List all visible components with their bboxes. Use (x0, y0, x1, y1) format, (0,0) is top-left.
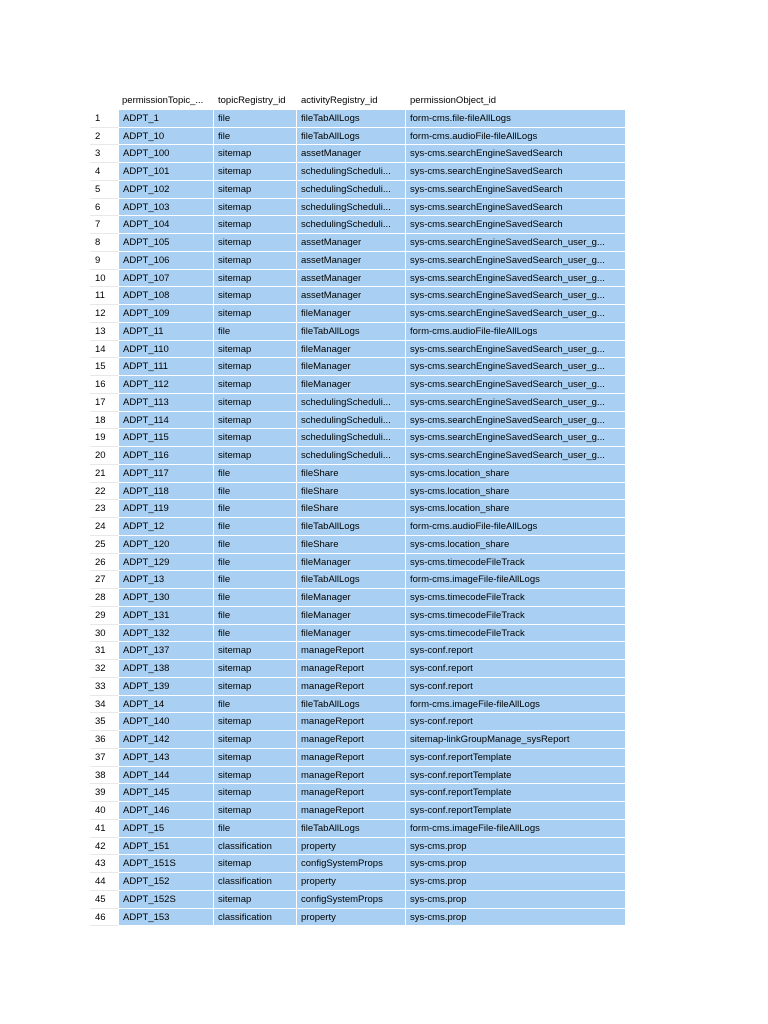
cell-topic-registry-id[interactable]: sitemap (214, 252, 297, 270)
cell-topic-registry-id[interactable]: file (214, 483, 297, 501)
cell-permission-object-id[interactable]: sys-cms.timecodeFileTrack (406, 607, 626, 625)
row-number[interactable]: 27 (90, 571, 118, 589)
row-number[interactable]: 43 (90, 855, 118, 873)
table-row[interactable] (90, 518, 626, 536)
cell-permission-topic[interactable]: ADPT_145 (118, 784, 214, 802)
cell-topic-registry-id[interactable]: sitemap (214, 855, 297, 873)
row-number[interactable]: 44 (90, 873, 118, 891)
cell-permission-object-id[interactable]: sys-conf.reportTemplate (406, 767, 626, 785)
cell-topic-registry-id[interactable]: file (214, 128, 297, 146)
cell-permission-object-id[interactable]: sys-cms.searchEngineSavedSearch_user_g... (406, 394, 626, 412)
cell-permission-object-id[interactable]: sys-cms.searchEngineSavedSearch (406, 163, 626, 181)
cell-permission-topic[interactable]: ADPT_101 (118, 163, 214, 181)
table-row[interactable] (90, 394, 626, 412)
cell-topic-registry-id[interactable]: file (214, 571, 297, 589)
cell-permission-object-id[interactable]: sys-cms.searchEngineSavedSearch_user_g... (406, 234, 626, 252)
cell-activity-registry-id[interactable]: fileShare (297, 465, 406, 483)
table-row[interactable] (90, 571, 626, 589)
table-row[interactable] (90, 802, 626, 820)
cell-activity-registry-id[interactable]: schedulingScheduli... (297, 429, 406, 447)
cell-topic-registry-id[interactable]: sitemap (214, 287, 297, 305)
cell-permission-topic[interactable]: ADPT_12 (118, 518, 214, 536)
cell-permission-object-id[interactable]: sys-cms.timecodeFileTrack (406, 554, 626, 572)
results-grid (90, 92, 626, 926)
row-number[interactable]: 31 (90, 642, 118, 660)
row-number[interactable]: 29 (90, 607, 118, 625)
cell-topic-registry-id[interactable]: classification (214, 873, 297, 891)
cell-permission-topic[interactable]: ADPT_137 (118, 642, 214, 660)
cell-topic-registry-id[interactable]: sitemap (214, 447, 297, 465)
table-row[interactable] (90, 554, 626, 572)
cell-permission-object-id[interactable]: sys-cms.timecodeFileTrack (406, 589, 626, 607)
table-row[interactable] (90, 607, 626, 625)
cell-permission-object-id[interactable]: sys-cms.location_share (406, 536, 626, 554)
cell-permission-topic[interactable]: ADPT_109 (118, 305, 214, 323)
cell-permission-object-id[interactable]: sys-conf.reportTemplate (406, 749, 626, 767)
cell-activity-registry-id[interactable]: schedulingScheduli... (297, 163, 406, 181)
row-number[interactable]: 24 (90, 518, 118, 536)
cell-activity-registry-id[interactable]: property (297, 909, 406, 927)
table-row[interactable] (90, 500, 626, 518)
cell-topic-registry-id[interactable]: file (214, 323, 297, 341)
row-number[interactable]: 20 (90, 447, 118, 465)
cell-permission-topic[interactable]: ADPT_112 (118, 376, 214, 394)
cell-permission-topic[interactable]: ADPT_110 (118, 341, 214, 359)
cell-activity-registry-id[interactable]: fileTabAllLogs (297, 696, 406, 714)
cell-activity-registry-id[interactable]: fileTabAllLogs (297, 128, 406, 146)
cell-permission-object-id[interactable]: sys-cms.searchEngineSavedSearch (406, 145, 626, 163)
cell-topic-registry-id[interactable]: sitemap (214, 305, 297, 323)
grid-body (90, 110, 626, 927)
table-row[interactable] (90, 855, 626, 873)
cell-activity-registry-id[interactable]: fileTabAllLogs (297, 571, 406, 589)
cell-permission-topic[interactable]: ADPT_152 (118, 873, 214, 891)
cell-permission-topic[interactable]: ADPT_132 (118, 625, 214, 643)
cell-permission-topic[interactable]: ADPT_102 (118, 181, 214, 199)
cell-topic-registry-id[interactable]: file (214, 518, 297, 536)
row-number[interactable]: 17 (90, 394, 118, 412)
cell-permission-object-id[interactable]: sys-cms.timecodeFileTrack (406, 625, 626, 643)
cell-permission-topic[interactable]: ADPT_113 (118, 394, 214, 412)
table-row[interactable] (90, 447, 626, 465)
row-number[interactable]: 2 (90, 128, 118, 146)
cell-topic-registry-id[interactable]: sitemap (214, 678, 297, 696)
row-number[interactable]: 3 (90, 145, 118, 163)
cell-topic-registry-id[interactable]: file (214, 465, 297, 483)
cell-activity-registry-id[interactable]: schedulingScheduli... (297, 412, 406, 430)
cell-permission-topic[interactable]: ADPT_120 (118, 536, 214, 554)
table-row[interactable] (90, 625, 626, 643)
cell-permission-object-id[interactable]: form-cms.audioFile-fileAllLogs (406, 128, 626, 146)
cell-permission-object-id[interactable]: sys-cms.searchEngineSavedSearch_user_g... (406, 287, 626, 305)
cell-activity-registry-id[interactable]: fileTabAllLogs (297, 323, 406, 341)
cell-topic-registry-id[interactable]: file (214, 500, 297, 518)
cell-topic-registry-id[interactable]: classification (214, 838, 297, 856)
cell-permission-object-id[interactable]: sys-cms.searchEngineSavedSearch_user_g... (406, 376, 626, 394)
cell-permission-object-id[interactable]: sys-cms.prop (406, 838, 626, 856)
cell-permission-topic[interactable]: ADPT_10 (118, 128, 214, 146)
table-row[interactable] (90, 412, 626, 430)
cell-topic-registry-id[interactable]: file (214, 607, 297, 625)
cell-activity-registry-id[interactable]: schedulingScheduli... (297, 216, 406, 234)
row-number[interactable]: 25 (90, 536, 118, 554)
cell-activity-registry-id[interactable]: fileManager (297, 358, 406, 376)
cell-permission-object-id[interactable]: sys-cms.prop (406, 855, 626, 873)
row-number[interactable]: 7 (90, 216, 118, 234)
table-row[interactable] (90, 483, 626, 501)
cell-permission-topic[interactable]: ADPT_104 (118, 216, 214, 234)
table-row[interactable] (90, 234, 626, 252)
table-row[interactable] (90, 909, 626, 927)
cell-activity-registry-id[interactable]: manageReport (297, 802, 406, 820)
table-row[interactable] (90, 323, 626, 341)
cell-activity-registry-id[interactable]: assetManager (297, 145, 406, 163)
cell-activity-registry-id[interactable]: manageReport (297, 660, 406, 678)
cell-topic-registry-id[interactable]: sitemap (214, 376, 297, 394)
cell-permission-object-id[interactable]: sys-cms.searchEngineSavedSearch_user_g... (406, 341, 626, 359)
cell-topic-registry-id[interactable]: sitemap (214, 358, 297, 376)
table-row[interactable] (90, 181, 626, 199)
row-number[interactable]: 46 (90, 909, 118, 927)
table-row[interactable] (90, 128, 626, 146)
row-number[interactable]: 16 (90, 376, 118, 394)
table-row[interactable] (90, 820, 626, 838)
cell-permission-object-id[interactable]: form-cms.imageFile-fileAllLogs (406, 696, 626, 714)
cell-permission-topic[interactable]: ADPT_14 (118, 696, 214, 714)
cell-permission-topic[interactable]: ADPT_107 (118, 270, 214, 288)
row-number[interactable]: 4 (90, 163, 118, 181)
cell-permission-topic[interactable]: ADPT_100 (118, 145, 214, 163)
cell-topic-registry-id[interactable]: file (214, 536, 297, 554)
cell-permission-object-id[interactable]: sys-cms.prop (406, 891, 626, 909)
table-row[interactable] (90, 287, 626, 305)
cell-permission-topic[interactable]: ADPT_130 (118, 589, 214, 607)
cell-permission-topic[interactable]: ADPT_114 (118, 412, 214, 430)
row-number[interactable]: 35 (90, 713, 118, 731)
cell-permission-topic[interactable]: ADPT_140 (118, 713, 214, 731)
cell-activity-registry-id[interactable]: manageReport (297, 678, 406, 696)
table-row[interactable] (90, 784, 626, 802)
table-row[interactable] (90, 749, 626, 767)
table-row[interactable] (90, 713, 626, 731)
cell-permission-topic[interactable]: ADPT_153 (118, 909, 214, 927)
cell-topic-registry-id[interactable]: sitemap (214, 767, 297, 785)
row-number[interactable]: 1 (90, 110, 118, 128)
cell-permission-object-id[interactable]: sys-conf.reportTemplate (406, 784, 626, 802)
cell-activity-registry-id[interactable]: fileManager (297, 607, 406, 625)
cell-permission-object-id[interactable]: sys-conf.report (406, 660, 626, 678)
row-number[interactable]: 33 (90, 678, 118, 696)
cell-activity-registry-id[interactable]: fileTabAllLogs (297, 518, 406, 536)
cell-topic-registry-id[interactable]: file (214, 110, 297, 128)
cell-permission-object-id[interactable]: form-cms.audioFile-fileAllLogs (406, 323, 626, 341)
cell-permission-object-id[interactable]: sys-cms.location_share (406, 465, 626, 483)
column-header-activity-registry-id[interactable]: activityRegistry_id (301, 95, 378, 106)
cell-activity-registry-id[interactable]: fileShare (297, 483, 406, 501)
row-number[interactable]: 18 (90, 412, 118, 430)
row-number[interactable]: 11 (90, 287, 118, 305)
table-row[interactable] (90, 838, 626, 856)
cell-permission-topic[interactable]: ADPT_151S (118, 855, 214, 873)
cell-activity-registry-id[interactable]: assetManager (297, 234, 406, 252)
row-number[interactable]: 21 (90, 465, 118, 483)
cell-activity-registry-id[interactable]: manageReport (297, 749, 406, 767)
cell-permission-topic[interactable]: ADPT_103 (118, 199, 214, 217)
cell-permission-topic[interactable]: ADPT_11 (118, 323, 214, 341)
cell-permission-object-id[interactable]: sys-conf.reportTemplate (406, 802, 626, 820)
table-row[interactable] (90, 678, 626, 696)
cell-topic-registry-id[interactable]: sitemap (214, 199, 297, 217)
cell-permission-object-id[interactable]: sys-cms.searchEngineSavedSearch (406, 216, 626, 234)
cell-activity-registry-id[interactable]: fileShare (297, 500, 406, 518)
cell-permission-topic[interactable]: ADPT_105 (118, 234, 214, 252)
cell-activity-registry-id[interactable]: schedulingScheduli... (297, 181, 406, 199)
cell-permission-object-id[interactable]: sys-cms.location_share (406, 483, 626, 501)
cell-permission-topic[interactable]: ADPT_108 (118, 287, 214, 305)
table-row[interactable] (90, 145, 626, 163)
cell-permission-topic[interactable]: ADPT_13 (118, 571, 214, 589)
column-header-permission-topic[interactable]: permissionTopic_... (122, 95, 204, 106)
cell-activity-registry-id[interactable]: fileManager (297, 554, 406, 572)
cell-activity-registry-id[interactable]: fileManager (297, 625, 406, 643)
row-number[interactable]: 12 (90, 305, 118, 323)
cell-permission-topic[interactable]: ADPT_1 (118, 110, 214, 128)
cell-topic-registry-id[interactable]: file (214, 589, 297, 607)
row-number[interactable]: 6 (90, 199, 118, 217)
row-number[interactable]: 10 (90, 270, 118, 288)
cell-topic-registry-id[interactable]: file (214, 820, 297, 838)
cell-topic-registry-id[interactable]: sitemap (214, 713, 297, 731)
cell-topic-registry-id[interactable]: sitemap (214, 163, 297, 181)
table-row[interactable] (90, 660, 626, 678)
table-row[interactable] (90, 110, 626, 128)
cell-permission-topic[interactable]: ADPT_151 (118, 838, 214, 856)
table-row[interactable] (90, 163, 626, 181)
cell-topic-registry-id[interactable]: file (214, 696, 297, 714)
cell-permission-object-id[interactable]: sys-conf.report (406, 642, 626, 660)
cell-topic-registry-id[interactable]: sitemap (214, 891, 297, 909)
cell-topic-registry-id[interactable]: sitemap (214, 749, 297, 767)
table-row[interactable] (90, 536, 626, 554)
cell-activity-registry-id[interactable]: configSystemProps (297, 891, 406, 909)
cell-activity-registry-id[interactable]: assetManager (297, 252, 406, 270)
column-header-topic-registry-id[interactable]: topicRegistry_id (218, 95, 286, 106)
cell-permission-topic[interactable]: ADPT_138 (118, 660, 214, 678)
cell-activity-registry-id[interactable]: fileShare (297, 536, 406, 554)
row-number[interactable]: 26 (90, 554, 118, 572)
cell-topic-registry-id[interactable]: file (214, 554, 297, 572)
cell-activity-registry-id[interactable]: assetManager (297, 287, 406, 305)
cell-permission-topic[interactable]: ADPT_111 (118, 358, 214, 376)
cell-permission-topic[interactable]: ADPT_116 (118, 447, 214, 465)
cell-activity-registry-id[interactable]: schedulingScheduli... (297, 394, 406, 412)
cell-permission-object-id[interactable]: sys-cms.searchEngineSavedSearch_user_g... (406, 429, 626, 447)
cell-permission-object-id[interactable]: sys-conf.report (406, 713, 626, 731)
cell-permission-topic[interactable]: ADPT_15 (118, 820, 214, 838)
cell-permission-topic[interactable]: ADPT_118 (118, 483, 214, 501)
row-number[interactable]: 37 (90, 749, 118, 767)
cell-permission-object-id[interactable]: sys-cms.location_share (406, 500, 626, 518)
cell-permission-object-id[interactable]: sys-cms.searchEngineSavedSearch (406, 181, 626, 199)
row-number[interactable]: 34 (90, 696, 118, 714)
cell-permission-object-id[interactable]: sys-cms.searchEngineSavedSearch_user_g... (406, 412, 626, 430)
cell-permission-topic[interactable]: ADPT_129 (118, 554, 214, 572)
cell-activity-registry-id[interactable]: manageReport (297, 767, 406, 785)
cell-topic-registry-id[interactable]: sitemap (214, 216, 297, 234)
row-number[interactable]: 5 (90, 181, 118, 199)
cell-permission-object-id[interactable]: sys-cms.searchEngineSavedSearch_user_g... (406, 270, 626, 288)
cell-permission-object-id[interactable]: sys-cms.searchEngineSavedSearch_user_g... (406, 358, 626, 376)
cell-permission-topic[interactable]: ADPT_142 (118, 731, 214, 749)
row-number[interactable]: 30 (90, 625, 118, 643)
row-number[interactable]: 42 (90, 838, 118, 856)
table-row[interactable] (90, 731, 626, 749)
cell-permission-object-id[interactable]: form-cms.imageFile-fileAllLogs (406, 820, 626, 838)
cell-topic-registry-id[interactable]: sitemap (214, 145, 297, 163)
cell-activity-registry-id[interactable]: fileTabAllLogs (297, 110, 406, 128)
cell-permission-object-id[interactable]: sys-cms.prop (406, 909, 626, 927)
cell-permission-object-id[interactable]: sys-conf.report (406, 678, 626, 696)
row-number[interactable]: 41 (90, 820, 118, 838)
cell-activity-registry-id[interactable]: fileManager (297, 589, 406, 607)
table-row[interactable] (90, 465, 626, 483)
table-row[interactable] (90, 358, 626, 376)
table-row[interactable] (90, 376, 626, 394)
cell-permission-object-id[interactable]: sys-cms.searchEngineSavedSearch_user_g... (406, 305, 626, 323)
row-number[interactable]: 32 (90, 660, 118, 678)
cell-permission-topic[interactable]: ADPT_139 (118, 678, 214, 696)
cell-permission-object-id[interactable]: sys-cms.prop (406, 873, 626, 891)
row-number[interactable]: 19 (90, 429, 118, 447)
row-number[interactable]: 45 (90, 891, 118, 909)
cell-topic-registry-id[interactable]: sitemap (214, 784, 297, 802)
cell-activity-registry-id[interactable]: fileManager (297, 341, 406, 359)
cell-topic-registry-id[interactable]: sitemap (214, 394, 297, 412)
cell-activity-registry-id[interactable]: property (297, 873, 406, 891)
table-row[interactable] (90, 767, 626, 785)
cell-topic-registry-id[interactable]: sitemap (214, 429, 297, 447)
cell-permission-topic[interactable]: ADPT_144 (118, 767, 214, 785)
table-row[interactable] (90, 199, 626, 217)
cell-activity-registry-id[interactable]: fileTabAllLogs (297, 820, 406, 838)
table-row[interactable] (90, 252, 626, 270)
table-row[interactable] (90, 429, 626, 447)
cell-permission-topic[interactable]: ADPT_117 (118, 465, 214, 483)
cell-permission-object-id[interactable]: form-cms.file-fileAllLogs (406, 110, 626, 128)
column-header-permission-object-id[interactable]: permissionObject_id (410, 95, 497, 106)
cell-activity-registry-id[interactable]: schedulingScheduli... (297, 199, 406, 217)
table-row[interactable] (90, 696, 626, 714)
cell-topic-registry-id[interactable]: file (214, 625, 297, 643)
cell-topic-registry-id[interactable]: sitemap (214, 802, 297, 820)
cell-activity-registry-id[interactable]: manageReport (297, 731, 406, 749)
cell-topic-registry-id[interactable]: sitemap (214, 234, 297, 252)
row-number[interactable]: 22 (90, 483, 118, 501)
table-row[interactable] (90, 216, 626, 234)
row-number[interactable]: 38 (90, 767, 118, 785)
cell-topic-registry-id[interactable]: classification (214, 909, 297, 927)
cell-activity-registry-id[interactable]: configSystemProps (297, 855, 406, 873)
cell-permission-topic[interactable]: ADPT_146 (118, 802, 214, 820)
row-number[interactable]: 13 (90, 323, 118, 341)
row-number[interactable]: 9 (90, 252, 118, 270)
cell-activity-registry-id[interactable]: manageReport (297, 642, 406, 660)
row-number[interactable]: 39 (90, 784, 118, 802)
cell-permission-topic[interactable]: ADPT_115 (118, 429, 214, 447)
cell-activity-registry-id[interactable]: fileManager (297, 376, 406, 394)
table-row[interactable] (90, 873, 626, 891)
cell-activity-registry-id[interactable]: fileManager (297, 305, 406, 323)
cell-permission-object-id[interactable]: sitemap-linkGroupManage_sysReport (406, 731, 626, 749)
cell-permission-topic[interactable]: ADPT_106 (118, 252, 214, 270)
table-row[interactable] (90, 341, 626, 359)
cell-topic-registry-id[interactable]: sitemap (214, 412, 297, 430)
cell-topic-registry-id[interactable]: sitemap (214, 341, 297, 359)
row-number[interactable]: 28 (90, 589, 118, 607)
row-number[interactable]: 23 (90, 500, 118, 518)
table-row[interactable] (90, 589, 626, 607)
cell-permission-topic[interactable]: ADPT_143 (118, 749, 214, 767)
cell-topic-registry-id[interactable]: sitemap (214, 181, 297, 199)
cell-activity-registry-id[interactable]: manageReport (297, 784, 406, 802)
row-number[interactable]: 40 (90, 802, 118, 820)
cell-topic-registry-id[interactable]: sitemap (214, 642, 297, 660)
cell-permission-topic[interactable]: ADPT_152S (118, 891, 214, 909)
table-row[interactable] (90, 891, 626, 909)
table-row[interactable] (90, 642, 626, 660)
cell-topic-registry-id[interactable]: sitemap (214, 731, 297, 749)
cell-topic-registry-id[interactable]: sitemap (214, 660, 297, 678)
row-number-header[interactable] (90, 92, 118, 110)
grid-header-row (90, 92, 626, 110)
cell-permission-object-id[interactable]: sys-cms.searchEngineSavedSearch (406, 199, 626, 217)
cell-permission-object-id[interactable]: sys-cms.searchEngineSavedSearch_user_g... (406, 252, 626, 270)
cell-topic-registry-id[interactable]: sitemap (214, 270, 297, 288)
cell-activity-registry-id[interactable]: property (297, 838, 406, 856)
table-row[interactable] (90, 305, 626, 323)
row-number[interactable]: 8 (90, 234, 118, 252)
cell-permission-object-id[interactable]: form-cms.audioFile-fileAllLogs (406, 518, 626, 536)
row-number[interactable]: 15 (90, 358, 118, 376)
cell-permission-object-id[interactable]: sys-cms.searchEngineSavedSearch_user_g... (406, 447, 626, 465)
cell-activity-registry-id[interactable]: manageReport (297, 713, 406, 731)
table-row[interactable] (90, 270, 626, 288)
row-number[interactable]: 14 (90, 341, 118, 359)
cell-permission-topic[interactable]: ADPT_131 (118, 607, 214, 625)
cell-activity-registry-id[interactable]: schedulingScheduli... (297, 447, 406, 465)
row-number[interactable]: 36 (90, 731, 118, 749)
cell-activity-registry-id[interactable]: assetManager (297, 270, 406, 288)
cell-permission-object-id[interactable]: form-cms.imageFile-fileAllLogs (406, 571, 626, 589)
cell-permission-topic[interactable]: ADPT_119 (118, 500, 214, 518)
